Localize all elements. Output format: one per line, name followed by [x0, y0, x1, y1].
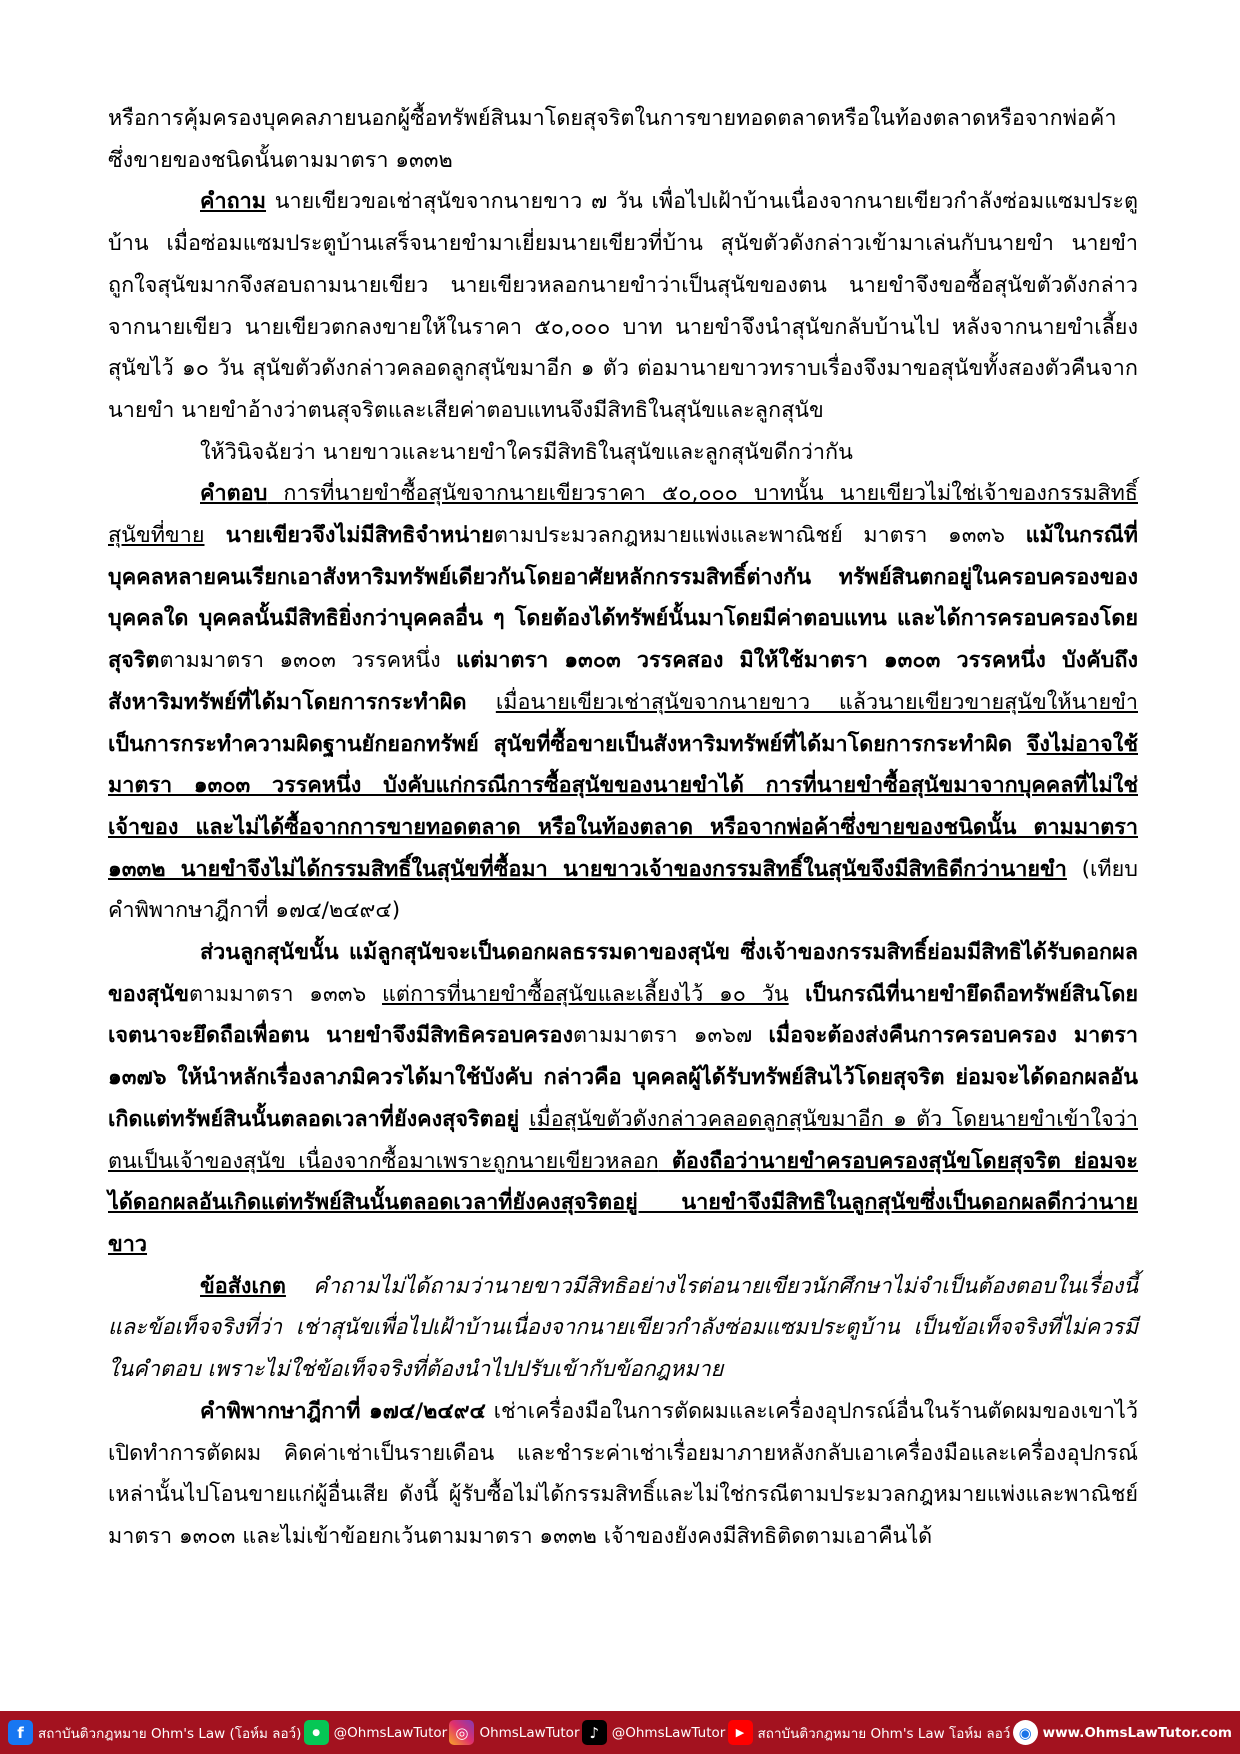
chrome-icon: ◉ [1013, 1720, 1038, 1745]
footer-instagram-label: OhmsLawTutor [479, 1724, 580, 1741]
footer-line[interactable] [304, 1720, 448, 1745]
answer-underlined-1: การที่นายขำซื้อสุนัขจากนายเขียวราคา ๕๐,๐๐๐ บาทนั้น นายเขียวไม่ใช่เจ้าของกรรมสิทธิ์สุนัขที่ขาย [108, 481, 1138, 549]
answer-bold-2: แม้ในกรณีที่บุคคลหลายคนเรียกเอาสังหาริมทรัพย์เดียวกันโดยอาศัยหลักกรรมสิทธิ์ต่างกัน ทรัพย์สินตกอยู่ในครอบครองของบุคคลใด บุคคลนั้นมีสิทธิยิ่งกว่าบุคคลอื่น ๆ โดยต้องได้ทรัพย์นั้นมาโดยมีค่าตอบแทน และได้การครอบครองโดยสุจริต [108, 523, 1138, 674]
footer-line-label: @OhmsLawTutor [333, 1724, 448, 1741]
footer-youtube[interactable] [728, 1720, 1011, 1745]
puppy-underlined-2: เมื่อสุนัขตัวดังกล่าวคลอดลูกสุนัขมาอีก ๑ ตัว โดยนายขำเข้าใจว่าตนเป็นเจ้าของสุนัข เนื่องจากซื้อมาเพราะถูกนายเขียวหลอก [108, 1106, 1138, 1174]
question-label: คำถาม [200, 189, 267, 215]
puppy-bold-1: ส่วนลูกสุนัขนั้น แม้ลูกสุนัขจะเป็นดอกผลธรรมดาของสุนัข ซึ่งเจ้าของกรรมสิทธิ์ย่อมมีสิทธิได้รับดอกผลของสุนัข [108, 940, 1138, 1007]
footer-tiktok-label: @OhmsLawTutor [611, 1724, 726, 1741]
answer-reference: (เทียบคำพิพากษาฎีกาที่ ๑๗๔/๒๔๙๔) [108, 856, 1138, 924]
footer-website[interactable] [1013, 1720, 1232, 1745]
footer-facebook-label: สถาบันติวกฎหมาย Ohm's Law (โอห์ม ลอว์) [38, 1725, 302, 1742]
answer-underlined-2: เมื่อนายเขียวเช่าสุนัขจากนายขาว แล้วนายเขียวขายสุนัขให้นายขำ [495, 689, 1138, 715]
note-label: ข้อสังเกต [200, 1273, 286, 1299]
ruling-label: คำพิพากษาฎีกาที่ ๑๗๔/๒๔๙๔ [200, 1398, 486, 1424]
puppy-text-2: ตามมาตรา ๑๓๖๗ [572, 1023, 769, 1049]
puppy-bold-2: เป็นกรณีที่นายขำยึดถือทรัพย์สินโดยเจตนาจะยึดถือเพื่อตน นายขำจึงมีสิทธิครอบครอง [108, 981, 1138, 1049]
youtube-icon: ▶ [728, 1720, 753, 1745]
question-text: นายเขียวขอเช่าสุนัขจากนายขาว ๗ วัน เพื่อไปเฝ้าบ้านเนื่องจากนายเขียวกำลังซ่อมแซมประตูบ้าน เมื่อซ่อมแซมประตูบ้านเสร็จนายขำมาเยี่ยมนายเขียวที่บ้าน สุนัขตัวดังกล่าวเข้ามาเล่นกับนายขำ นายขำถูกใจสุนัขมากจึงสอบถามนายเขียว นายเขียวหลอกนายขำว่าเป็นสุนัขของตน นายขำจึงขอซื้อสุนัขตัวดังกล่าวจากนายเขียว นายเขียวตกลงขายให้ในราคา ๕๐,๐๐๐ บาท นายขำจึงนำสุนัขกลับบ้านไป หลังจากนายขำเลี้ยงสุนัขไว้ ๑๐ วัน สุนัขตัวดังกล่าวคลอดลูกสุนัขมาอีก ๑ ตัว ต่อมานายขาวทราบเรื่องจึงมาขอสุนัขทั้งสองตัวคืนจากนายขำ นายขำอ้างว่าตนสุจริตและเสียค่าตอบแทนจึงมีสิทธิในสุนัขและลูกสุนัข [108, 189, 1138, 423]
footer-website-label: www.OhmsLawTutor.com [1042, 1724, 1232, 1741]
puppy-text-1: ตามมาตรา ๑๓๓๖ [188, 981, 383, 1007]
puppy-bold-3: เมื่อจะต้องส่งคืนการครอบครอง มาตรา ๑๓๗๖ ให้นำหลักเรื่องลาภมิควรได้มาใช้บังคับ กล่าวคือ บุคคลผู้ได้รับทรัพย์สินไว้โดยสุจริต ย่อมจะได้ดอกผลอันเกิดแต่ทรัพย์สินนั้นตลอดเวลาที่ยังคงสุจริตอยู่ [108, 1023, 1138, 1132]
paragraph-answer [108, 473, 1138, 932]
answer-bold-3: แต่มาตรา ๑๓๐๓ วรรคสอง มิให้ใช้มาตรา ๑๓๐๓ วรรคหนึ่ง บังคับถึงสังหาริมทรัพย์ที่ได้มาโดยการกระทำผิด [108, 648, 1138, 715]
tiktok-icon: ♪ [582, 1720, 607, 1745]
footer-facebook[interactable] [8, 1720, 301, 1745]
puppy-underlined-1: แต่การที่นายขำซื้อสุนัขและเลี้ยงไว้ ๑๐ วัน [382, 981, 789, 1007]
paragraph-ruling [108, 1391, 1138, 1558]
paragraph-puppy [108, 932, 1138, 1266]
paragraph-question [108, 181, 1138, 431]
answer-text-1: ตามประมวลกฎหมายแพ่งและพาณิชย์ มาตรา ๑๓๓๖ [493, 523, 1026, 549]
answer-label: คำตอบ [200, 481, 268, 507]
footer-tiktok[interactable] [582, 1720, 726, 1745]
document-body [108, 98, 1138, 1558]
note-text: คำถามไม่ได้ถามว่านายขาวมีสิทธิอย่างไรต่อนายเขียวนักศึกษาไม่จำเป็นต้องตอบในเรื่องนี้ และข้อเท็จจริงที่ว่า เช่าสุนัขเพื่อไปเฝ้าบ้านเนื่องจากนายเขียวกำลังซ่อมแซมประตูบ้าน เป็นข้อเท็จจริงที่ไม่ควรมีในคำตอบ เพราะไม่ใช่ข้อเท็จจริงที่ต้องนำไปปรับเข้ากับข้อกฎหมาย [108, 1273, 1138, 1383]
footer-youtube-label: สถาบันติวกฎหมาย Ohm's Law โอห์ม ลอว์ [757, 1725, 1011, 1742]
footer-bar [0, 1711, 1240, 1754]
instagram-icon: ◎ [449, 1720, 474, 1745]
paragraph-intro: หรือการคุ้มครองบุคคลภายนอกผู้ซื้อทรัพย์สินมาโดยสุจริตในการขายทอดตลาดหรือในท้องตลาดหรือจากพ่อค้าซึ่งขายของชนิดนั้นตามมาตรา ๑๓๓๒ [108, 106, 1117, 173]
paragraph-question-decide: ให้วินิจฉัยว่า นายขาวและนายขำใครมีสิทธิในสุนัขและลูกสุนัขดีกว่ากัน [200, 439, 853, 465]
answer-bold-4: เป็นการกระทำความผิดฐานยักยอกทรัพย์ สุนัขที่ซื้อขายเป็นสังหาริมทรัพย์ที่ได้มาโดยการกระทำผิด [108, 731, 1027, 757]
answer-bold-1: นายเขียวจึงไม่มีสิทธิจำหน่าย [204, 523, 494, 549]
paragraph-note [108, 1266, 1138, 1391]
puppy-conclusion: ต้องถือว่านายขำครอบครองสุนัขโดยสุจริต ย่อมจะได้ดอกผลอันเกิดแต่ทรัพย์สินนั้นตลอดเวลาที่ยังคงสุจริตอยู่ นายขำจึงมีสิทธิในลูกสุนัขซึ่งเป็นดอกผลดีกว่านายขาว [108, 1148, 1138, 1257]
answer-text-2: ตามมาตรา ๑๓๐๓ วรรคหนึ่ง [159, 648, 457, 674]
facebook-icon: f [8, 1720, 33, 1745]
line-icon: ● [304, 1720, 329, 1745]
answer-conclusion: จึงไม่อาจใช้มาตรา ๑๓๐๓ วรรคหนึ่ง บังคับแก่กรณีการซื้อสุนัขของนายขำได้ การที่นายขำซื้อสุนัขมาจากบุคคลที่ไม่ใช่เจ้าของ และไม่ได้ซื้อจากการขายทอดตลาด หรือในท้องตลาด หรือจากพ่อค้าซึ่งขายของชนิดนั้น ตามมาตรา ๑๓๓๒ นายขำจึงไม่ได้กรรมสิทธิ์ในสุนัขที่ซื้อมา นายขาวเจ้าของกรรมสิทธิ์ในสุนัขจึงมีสิทธิดีกว่านายขำ [108, 731, 1138, 882]
footer-instagram[interactable] [449, 1720, 579, 1745]
ruling-text: เช่าเครื่องมือในการตัดผมและเครื่องอุปกรณ์อื่นในร้านตัดผมของเขาไว้ เปิดทำการตัดผม คิดค่าเช่าเป็นรายเดือน และชำระค่าเช่าเรื่อยมาภายหลังกลับเอาเครื่องมือและเครื่องอุปกรณ์เหล่านั้นไปโอนขายแก่ผู้อื่นเสีย ดังนี้ ผู้รับซื้อไม่ได้กรรมสิทธิ์และไม่ใช่กรณีตามประมวลกฎหมายแพ่งและพาณิชย์มาตรา ๑๓๐๓ และไม่เข้าข้อยกเว้นตามมาตรา ๑๓๓๒ เจ้าของยังคงมีสิทธิติดตามเอาคืนได้ [108, 1398, 1138, 1549]
